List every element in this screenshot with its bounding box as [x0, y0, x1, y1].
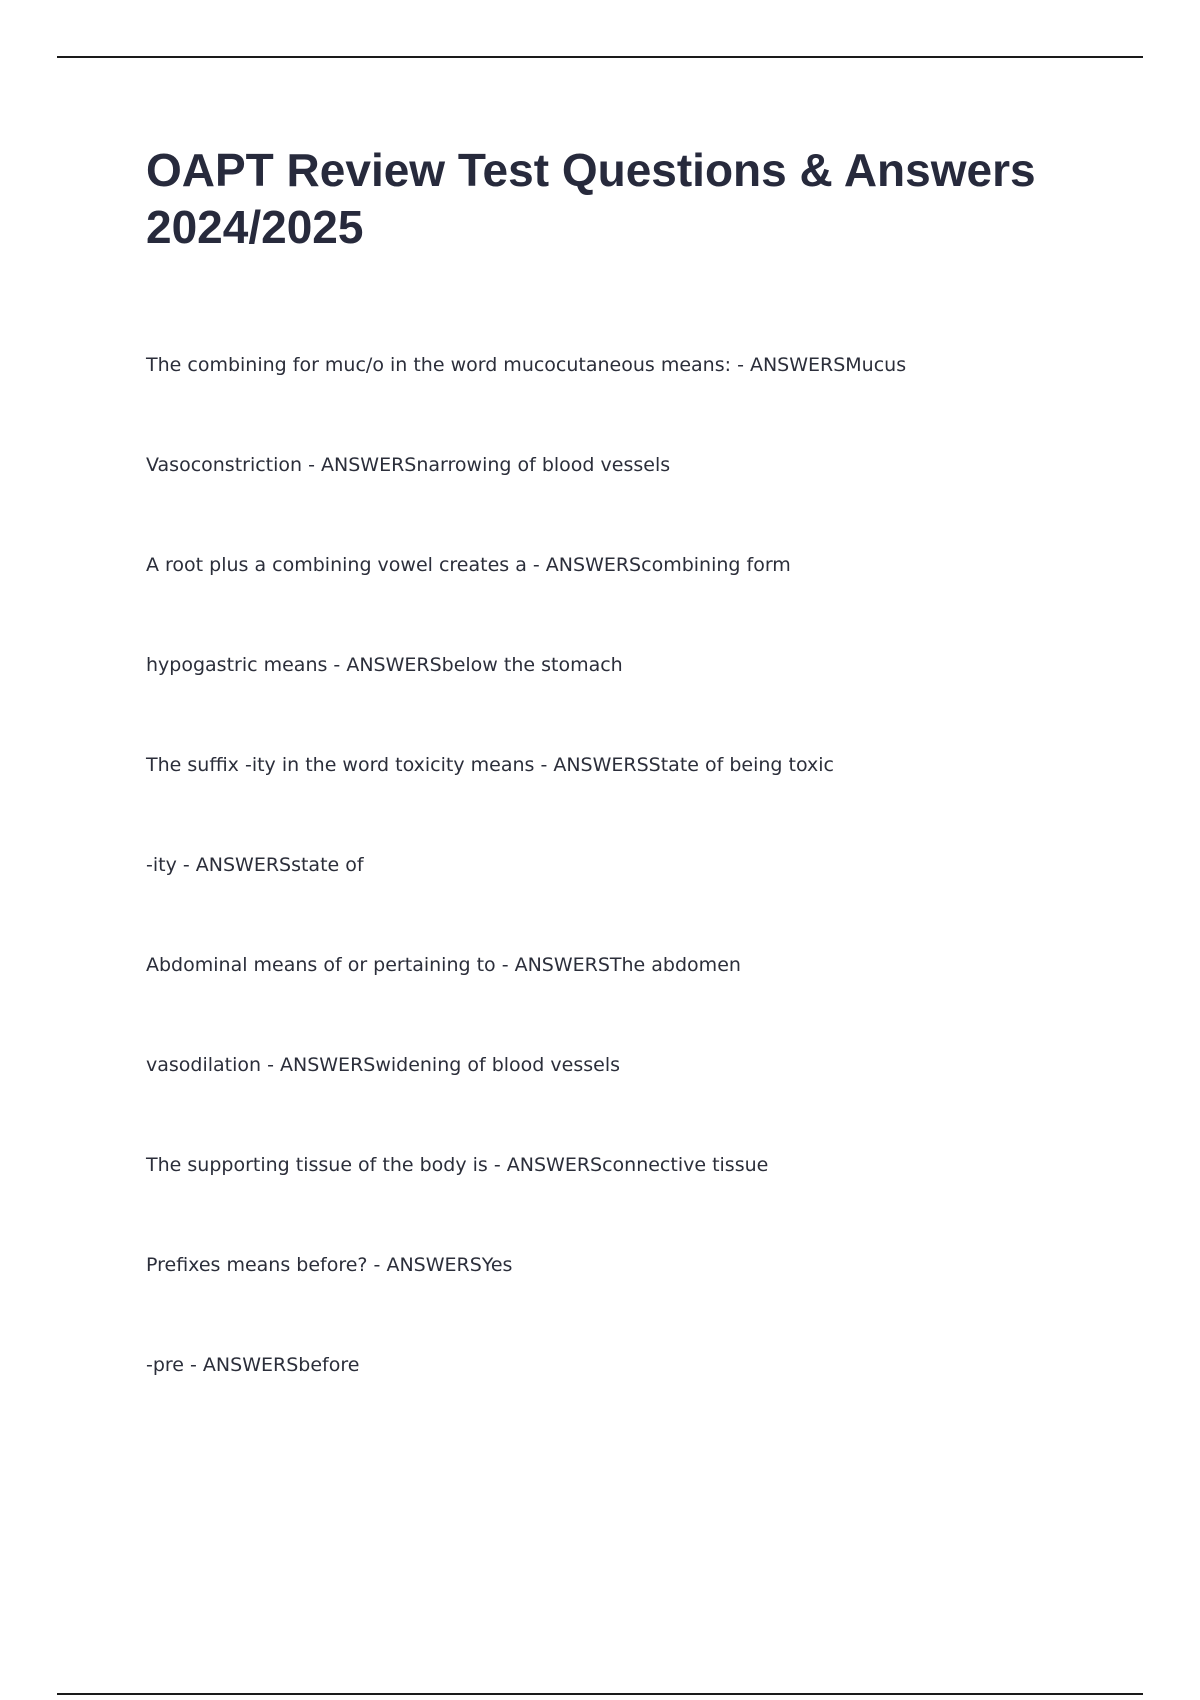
qa-item: -pre - ANSWERSbefore — [146, 1354, 360, 1376]
qa-item: Prefixes means before? - ANSWERSYes — [146, 1254, 513, 1276]
page-title: OAPT Review Test Questions & Answers 2024/2025 — [146, 144, 1036, 253]
qa-item: Vasoconstriction - ANSWERSnarrowing of blood vessels — [146, 454, 671, 476]
qa-item: hypogastric means - ANSWERSbelow the stomach — [146, 654, 623, 676]
qa-item: vasodilation - ANSWERSwidening of blood vessels — [146, 1054, 620, 1076]
top-divider — [57, 56, 1143, 58]
qa-item: The supporting tissue of the body is - ANSWERSconnective tissue — [146, 1154, 769, 1176]
bottom-divider — [57, 1693, 1143, 1695]
qa-list — [146, 353, 1106, 1453]
qa-item: -ity - ANSWERSstate of — [146, 854, 364, 876]
qa-item: A root plus a combining vowel creates a - ANSWERScombining form — [146, 554, 791, 576]
qa-item: The combining for muc/o in the word mucocutaneous means: - ANSWERSMucus — [146, 354, 907, 376]
qa-item: The suffix -ity in the word toxicity means - ANSWERSState of being toxic — [146, 754, 834, 776]
qa-item: Abdominal means of or pertaining to - ANSWERSThe abdomen — [146, 954, 741, 976]
